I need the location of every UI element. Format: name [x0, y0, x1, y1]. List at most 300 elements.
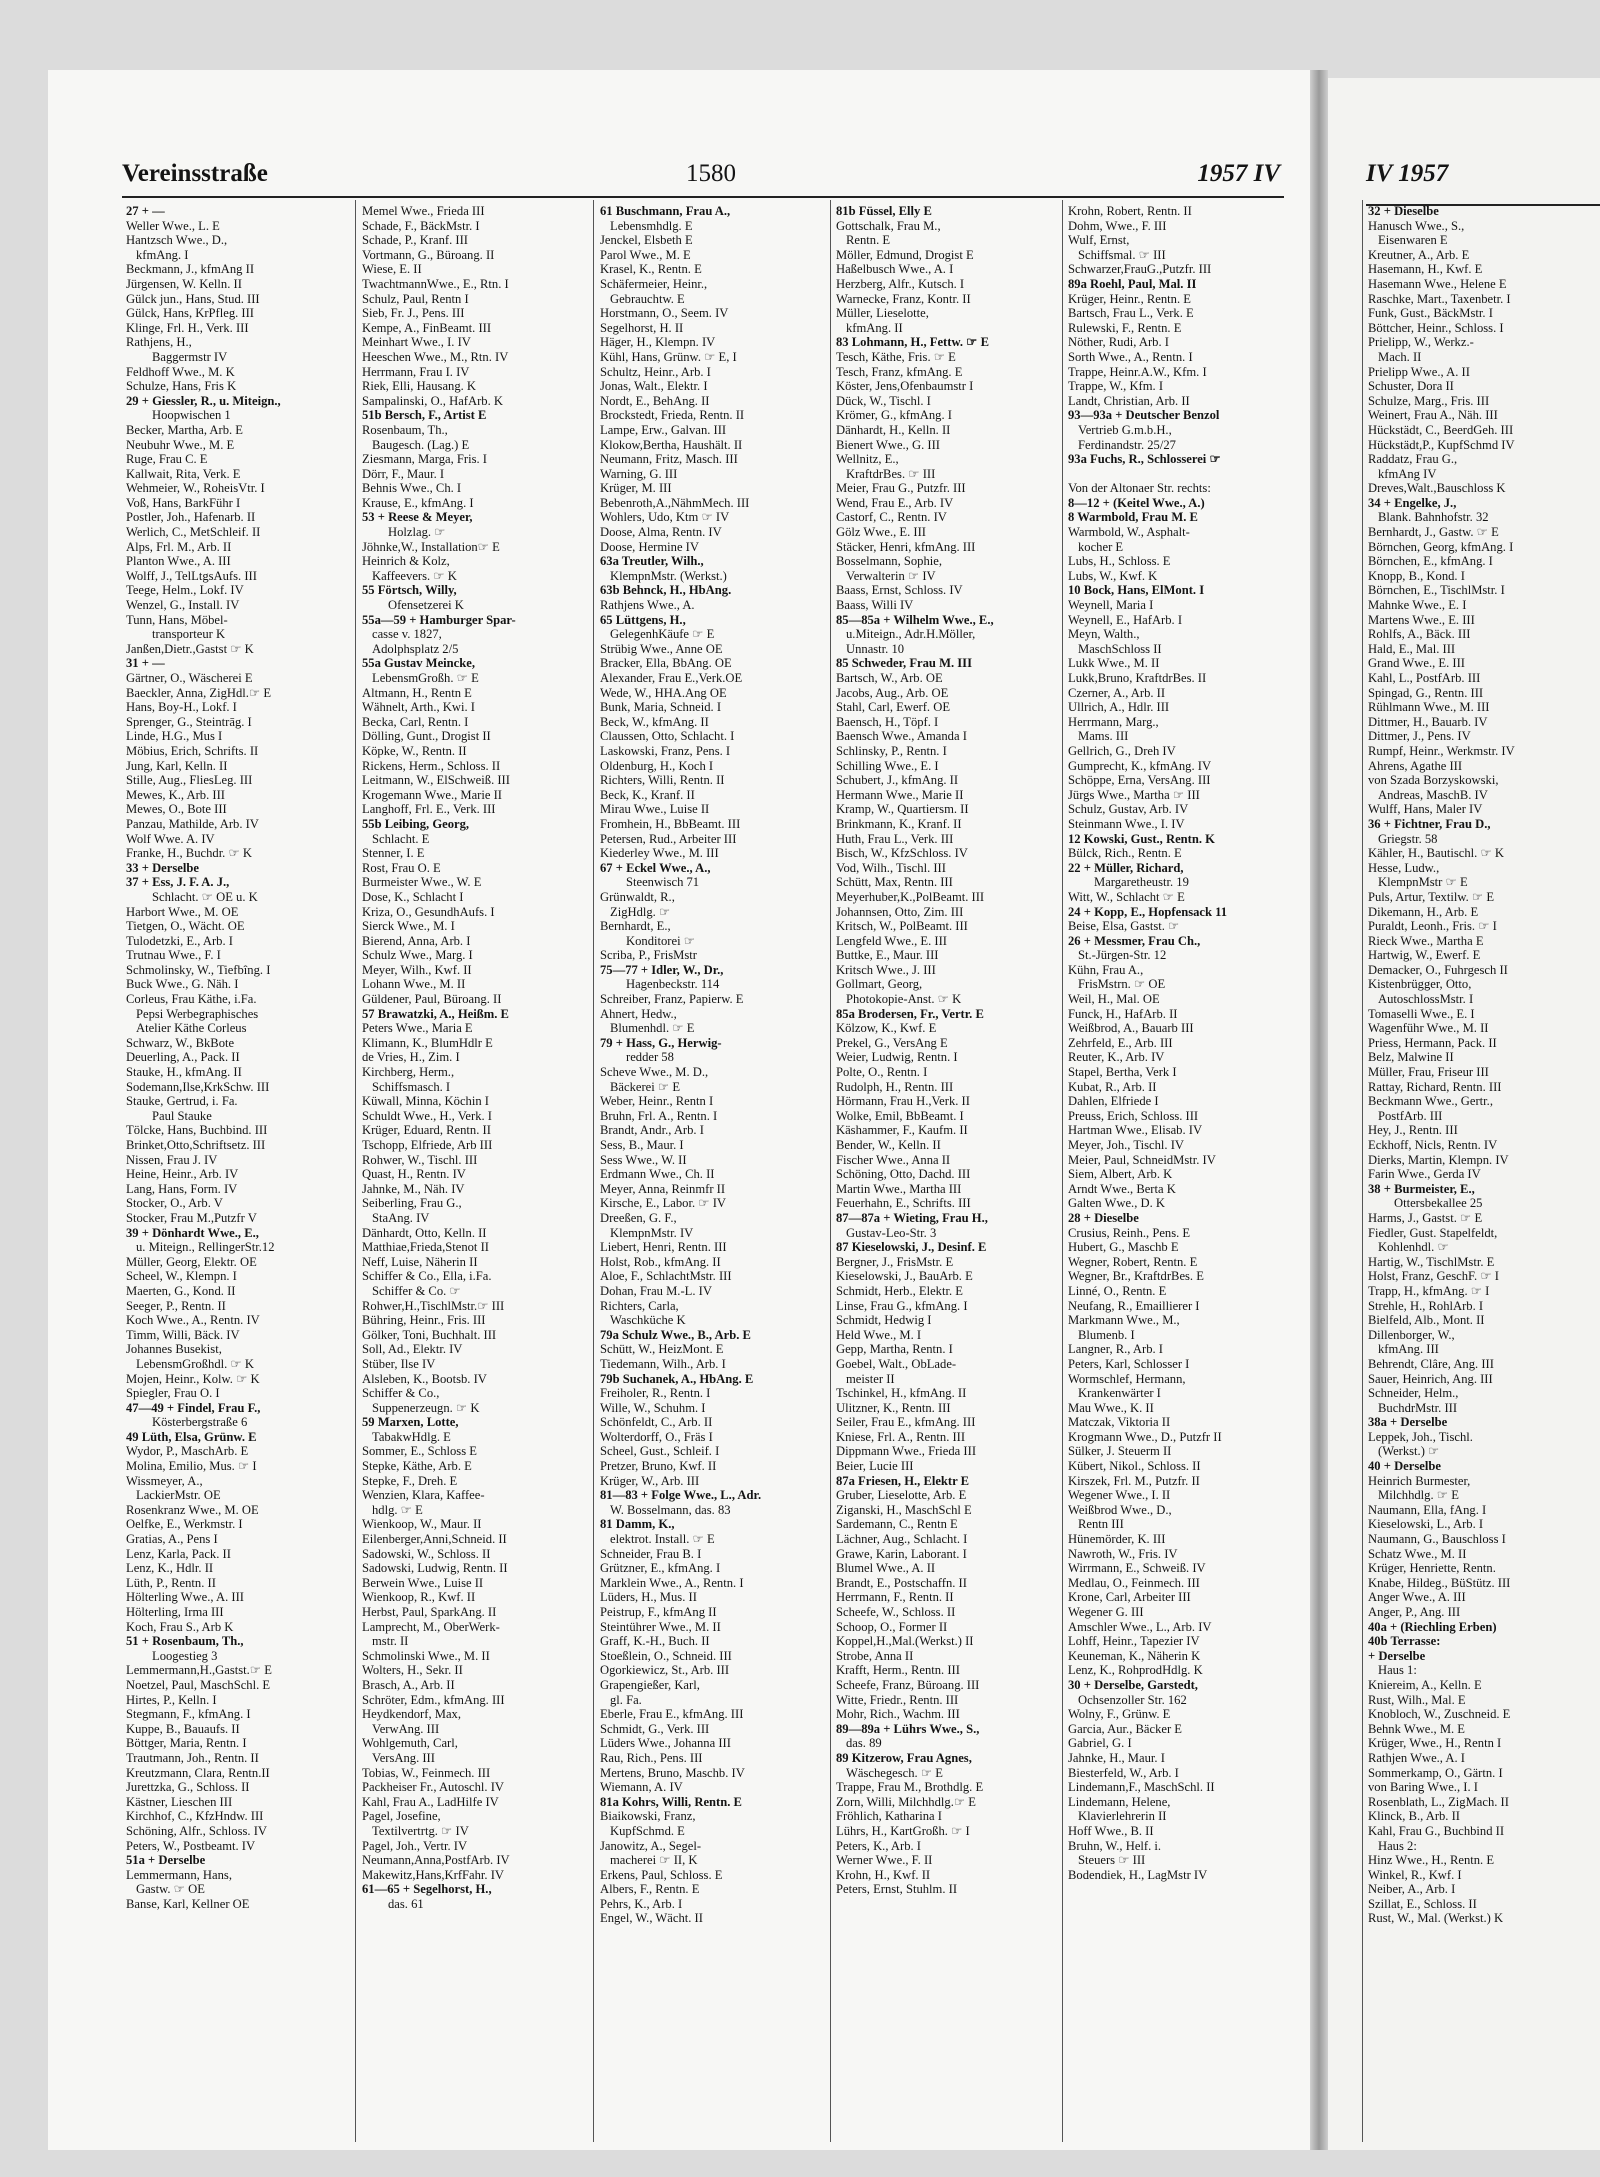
- resident-entry: Heinrich Burmester,: [1368, 1473, 1471, 1488]
- house-number-entry: 32 + Dieselbe: [1368, 204, 1439, 218]
- resident-entry: Feldhoff Wwe., M. K: [126, 364, 235, 379]
- resident-entry: Neumann,Anna,PostfArb. IV: [362, 1853, 510, 1868]
- resident-entry: Bergner, J., FrisMstr. E: [836, 1254, 954, 1269]
- resident-entry: Herbst, Paul, SparkAng. II: [362, 1605, 497, 1619]
- resident-entry: Haus 2:: [1378, 1838, 1417, 1853]
- resident-entry: Raddatz, Frau G.,: [1368, 452, 1458, 467]
- house-number-entry: 39 + Dönhardt Wwe., E.,: [126, 1225, 259, 1240]
- resident-entry: Dippmann Wwe., Frieda III: [836, 1444, 977, 1459]
- resident-entry: Lüth, P., Rentn. II: [126, 1575, 216, 1590]
- resident-entry: hdlg. ☞ E: [372, 1502, 423, 1517]
- resident-entry: Krasel, K., Rentn. E: [600, 262, 702, 277]
- resident-entry: Lemmermann, Hans,: [126, 1867, 232, 1882]
- resident-entry: mstr. II: [372, 1634, 409, 1649]
- resident-entry: Martin Wwe., Martha III: [836, 1181, 962, 1196]
- resident-entry: [1068, 467, 1292, 482]
- house-number-entry: 63b Behnck, H., HbAng.: [600, 583, 732, 598]
- resident-entry: Krafft, Herm., Rentn. III: [836, 1663, 960, 1678]
- house-number-entry: 81b Füssel, Elly E: [836, 204, 932, 218]
- house-number-entry: 83 Lohmann, H., Fettw. ☞ E: [836, 335, 989, 350]
- street-heading: Vereinsstraße: [122, 160, 268, 187]
- resident-entry: Kniereim, A., Kelln. E: [1368, 1677, 1482, 1692]
- resident-entry: Hanusch Wwe., S.,: [1368, 218, 1465, 233]
- resident-entry: Funk, Gust., BäckMstr. I: [1368, 306, 1493, 321]
- resident-entry: Holst, Rob., kfmAng. II: [600, 1254, 721, 1269]
- resident-entry: Koch Wwe., A., Rentn. IV: [126, 1313, 260, 1328]
- resident-entry: Heine, Heinr., Arb. IV: [126, 1167, 239, 1182]
- resident-entry: Prielipp Wwe., A. II: [1368, 364, 1470, 379]
- resident-entry: Mau Wwe., K. II: [1068, 1400, 1154, 1415]
- resident-entry: Bruhn, Frl. A., Rentn. I: [600, 1108, 718, 1123]
- resident-entry: Bierend, Anna, Arb. I: [362, 933, 471, 948]
- resident-entry: Klokow,Bertha, Haushält. II: [600, 437, 743, 452]
- resident-entry: Wagenführ Wwe., M. II: [1368, 1021, 1489, 1036]
- resident-entry: kfmAng. I: [136, 247, 189, 262]
- resident-entry: Baass, Ernst, Schloss. IV: [836, 583, 963, 598]
- resident-entry: Peistrup, F., kfmAng II: [600, 1605, 717, 1619]
- resident-entry: Herrmann, Frau I. IV: [362, 364, 470, 379]
- resident-entry: Schulz, Paul, Rentn I: [362, 291, 469, 306]
- resident-entry: Beckmann, J., kfmAng II: [126, 262, 255, 277]
- resident-entry: Bernhardt, J., Gastw. ☞ E: [1368, 525, 1499, 540]
- house-number-entry: 8—12 + (Keitel Wwe., A.): [1068, 495, 1205, 510]
- house-number-entry: 27 + —: [126, 204, 165, 218]
- resident-entry: Kramp, W., Quartiersm. II: [836, 802, 969, 817]
- resident-entry: Rust, Wilh., Mal. E: [1368, 1692, 1466, 1707]
- house-number-entry: 47—49 + Findel, Frau F.,: [126, 1400, 261, 1415]
- resident-entry: Schiffer & Co.,: [362, 1386, 440, 1401]
- resident-entry: Kirsche, E., Labor. ☞ IV: [600, 1196, 726, 1211]
- resident-entry: KlempnMstr. IV: [610, 1225, 694, 1240]
- resident-entry: Mohr, Rich., Wachm. III: [836, 1707, 960, 1722]
- resident-entry: Rust, W., Mal. (Werkst.) K: [1368, 1911, 1504, 1926]
- resident-entry: Hinz Wwe., H., Rentn. E: [1368, 1853, 1495, 1868]
- resident-entry: Peters, K., Arb. I: [836, 1838, 921, 1853]
- resident-entry: Postler, Joh., Hafenarb. II: [126, 510, 256, 525]
- resident-entry: Tomaselli Wwe., E. I: [1368, 1006, 1475, 1021]
- resident-entry: Trappe, Heinr.A.W., Kfm. I: [1068, 364, 1207, 379]
- resident-entry: Weynell, E., HafArb. I: [1068, 612, 1183, 627]
- resident-entry: Witt, W., Schlacht ☞ E: [1068, 889, 1185, 904]
- resident-entry: Lampe, Erw., Galvan. III: [600, 422, 727, 437]
- resident-entry: Schiffsmasch. I: [372, 1079, 451, 1094]
- resident-entry: Weynell, Maria I: [1068, 598, 1154, 613]
- resident-entry: Seeger, P., Rentn. II: [126, 1298, 226, 1313]
- resident-entry: Ottersbekallee 25: [1394, 1196, 1483, 1211]
- resident-entry: Gülck jun., Hans, Stud. III: [126, 291, 260, 306]
- resident-entry: Seiler, Frau E., kfmAng. III: [836, 1415, 976, 1430]
- resident-entry: Möbius, Erich, Schrifts. II: [126, 743, 259, 758]
- resident-entry: Hermann Wwe., Marie II: [836, 787, 964, 802]
- resident-entry: Banse, Karl, Kellner OE: [126, 1896, 250, 1911]
- resident-entry: Laskowski, Franz, Pens. I: [600, 743, 731, 758]
- resident-entry: Knobloch, W., Zuschneid. E: [1368, 1707, 1511, 1722]
- resident-entry: Rohlfs, A., Bäck. III: [1368, 627, 1471, 642]
- resident-entry: Schuster, Dora II: [1368, 379, 1454, 394]
- resident-entry: Hasemann Wwe., Helene E: [1368, 276, 1507, 291]
- resident-entry: Trutnau Wwe., F. I: [126, 948, 221, 963]
- resident-entry: Sauer, Heinrich, Ang. III: [1368, 1371, 1493, 1386]
- resident-entry: Grützner, E., kfmAng. I: [600, 1561, 721, 1576]
- resident-entry: Panzau, Mathilde, Arb. IV: [126, 816, 259, 831]
- resident-entry: Hasemann, H., Kwf. E: [1368, 262, 1483, 277]
- resident-entry: Gülck, Hans, KrPfleg. III: [126, 306, 255, 321]
- resident-entry: Rudolph, H., Rentn. III: [836, 1079, 954, 1094]
- resident-entry: Wolters, H., Sekr. II: [362, 1663, 463, 1678]
- resident-entry: Sierck Wwe., M. I: [362, 919, 455, 934]
- resident-entry: Blumenhdl. ☞ E: [610, 1021, 695, 1036]
- resident-entry: Suppenerzeugn. ☞ K: [372, 1400, 480, 1415]
- resident-entry: Wegener G. III: [1068, 1605, 1144, 1619]
- resident-entry: Gärtner, O., Wäscherei E: [126, 671, 253, 685]
- directory-column-6: [1368, 204, 1596, 1926]
- resident-entry: Ziganski, H., MaschSchl E: [836, 1502, 972, 1517]
- house-number-entry: 36 + Fichtner, Frau D.,: [1368, 816, 1491, 831]
- resident-entry: Ochsenzoller Str. 162: [1078, 1692, 1187, 1707]
- resident-entry: Warning, G. III: [600, 466, 678, 481]
- resident-entry: Stauke, Gertrud, i. Fa.: [126, 1094, 238, 1109]
- resident-entry: Baensch Wwe., Amanda I: [836, 729, 967, 744]
- resident-entry: Wohlgemuth, Carl,: [362, 1736, 458, 1751]
- resident-entry: Herrmann, F., Rentn. II: [836, 1590, 954, 1605]
- resident-entry: Fischer Wwe., Anna II: [836, 1152, 951, 1167]
- resident-entry: Ziesmann, Marga, Fris. I: [362, 452, 487, 467]
- resident-entry: Tiedemann, Wilh., Arb. I: [600, 1356, 726, 1371]
- resident-entry: Landt, Christian, Arb. II: [1068, 393, 1190, 408]
- resident-entry: Trautmann, Joh., Rentn. II: [126, 1750, 259, 1765]
- resident-entry: Rathjen Wwe., A. I: [1368, 1750, 1465, 1765]
- resident-entry: Krüger, M. III: [600, 481, 672, 496]
- resident-entry: Wenzel, G., Install. IV: [126, 598, 240, 613]
- resident-entry: Vertrieb G.m.b.H.,: [1078, 422, 1172, 437]
- resident-entry: Bodendiek, H., LagMstr IV: [1068, 1867, 1208, 1882]
- house-number-entry: 12 Kowski, Gust., Rentn. K: [1068, 831, 1215, 846]
- directory-column-5: [1068, 204, 1292, 1882]
- resident-entry: Kreutzmann, Clara, Rentn.II: [126, 1765, 270, 1780]
- resident-entry: Biesterfeld, W., Arb. I: [1068, 1765, 1179, 1780]
- resident-entry: von Baring Wwe., I. I: [1368, 1780, 1478, 1795]
- resident-entry: Planton Wwe., A. III: [126, 554, 231, 569]
- resident-entry: Hubert, G., Maschb E: [1068, 1240, 1179, 1255]
- house-number-entry: 61 Buschmann, Frau A.,: [600, 204, 731, 218]
- resident-entry: Deuerling, A., Pack. II: [126, 1050, 240, 1065]
- resident-entry: Wend, Frau E., Arb. IV: [836, 495, 954, 510]
- resident-entry: GelegenhKäufe ☞ E: [610, 627, 715, 642]
- resident-entry: Schade, P., Kranf. III: [362, 233, 468, 248]
- house-number-entry: 79 + Hass, G., Herwig-: [600, 1035, 722, 1050]
- resident-entry: Heeschen Wwe., M., Rtn. IV: [362, 349, 509, 364]
- resident-entry: Krüger, Eduard, Rentn. II: [362, 1123, 491, 1138]
- column-divider: [1362, 200, 1363, 2142]
- resident-entry: Raschke, Mart., Taxenbetr. I: [1368, 291, 1511, 306]
- resident-entry: Sadowski, Ludwig, Rentn. II: [362, 1561, 508, 1576]
- resident-entry: Corleus, Frau Käthe, i.Fa.: [126, 992, 257, 1007]
- resident-entry: Ruge, Frau C. E: [126, 452, 208, 467]
- resident-entry: Schwarzer,FrauG.,Putzfr. III: [1068, 262, 1212, 277]
- resident-entry: Unnastr. 10: [846, 641, 905, 656]
- resident-entry: Krüger, W., Arb. III: [600, 1473, 700, 1488]
- resident-entry: Lenz, K., Hdlr. II: [126, 1561, 214, 1576]
- resident-entry: Warnecke, Franz, Kontr. II: [836, 291, 971, 306]
- resident-entry: Tulodetzki, E., Arb. I: [126, 933, 233, 948]
- resident-entry: Brockstedt, Frieda, Rentn. II: [600, 408, 745, 423]
- page-number: 1580: [686, 160, 736, 187]
- resident-entry: Schmidt, Herb., Elektr. E: [836, 1283, 963, 1298]
- resident-entry: Schulze, Hans, Fris K: [126, 379, 237, 394]
- resident-entry: Mahnke Wwe., E. I: [1368, 598, 1467, 613]
- resident-entry: Lenz, Karla, Pack. II: [126, 1546, 231, 1561]
- resident-entry: LebensmGroßhdl. ☞ K: [136, 1356, 254, 1371]
- resident-entry: Rickens, Herm., Schloss. II: [362, 758, 501, 773]
- resident-entry: Huth, Frau L., Verk. III: [836, 831, 954, 846]
- resident-entry: Kniese, Frl. A., Rentn. III: [836, 1429, 966, 1444]
- resident-entry: LackierMstr. OE: [136, 1488, 221, 1503]
- resident-entry: Wegner, Br., KraftdrBes. E: [1068, 1269, 1204, 1284]
- resident-entry: Rentn. E: [846, 233, 891, 248]
- resident-entry: Mirau Wwe., Luise II: [600, 802, 710, 817]
- house-number-entry: 22 + Müller, Richard,: [1068, 860, 1184, 875]
- resident-entry: Jenckel, Elsbeth E: [600, 233, 693, 248]
- resident-entry: Galten Wwe., D. K: [1068, 1196, 1165, 1211]
- resident-entry: Bender, W., Kelln. II: [836, 1138, 941, 1152]
- resident-entry: ZigHdlg. ☞: [610, 904, 671, 919]
- house-number-entry: 29 + Giessler, R., u. Miteign.,: [126, 393, 281, 408]
- resident-entry: Weißbrod, A., Bauarb III: [1068, 1021, 1194, 1036]
- resident-entry: Jahnke, H., Maur. I: [1068, 1750, 1165, 1765]
- resident-entry: Schlinsky, P., Rentn. I: [836, 743, 947, 758]
- resident-entry: Bebenroth,A.,NähmMech. III: [600, 495, 750, 510]
- resident-entry: Albers, F., Rentn. E: [600, 1882, 700, 1897]
- resident-entry: Margaretheustr. 19: [1094, 875, 1189, 890]
- resident-entry: Aloe, F., SchlachtMstr. III: [600, 1269, 732, 1284]
- resident-entry: de Vries, H., Zim. I: [362, 1050, 460, 1065]
- resident-entry: Ullrich, A., Hdlr. III: [1068, 700, 1170, 715]
- resident-entry: Ulitzner, K., Rentn. III: [836, 1400, 951, 1415]
- resident-entry: Siem, Albert, Arb. K: [1068, 1167, 1173, 1182]
- resident-entry: Hünemörder, K. III: [1068, 1532, 1166, 1547]
- resident-entry: Schoop, O., Former II: [836, 1619, 948, 1634]
- house-number-entry: 55a Gustav Meincke,: [362, 656, 475, 671]
- resident-entry: AutoschlossMstr. I: [1378, 992, 1474, 1007]
- resident-entry: Jöhnke,W., Installation☞ E: [362, 539, 500, 554]
- resident-entry: Krüger, Heinr., Rentn. E: [1068, 291, 1191, 306]
- resident-entry: Eisenwaren E: [1378, 233, 1448, 248]
- resident-entry: Rau, Rich., Pens. III: [600, 1750, 703, 1765]
- resident-entry: Bunk, Maria, Schneid. I: [600, 700, 722, 715]
- house-number-entry: + Derselbe: [1368, 1648, 1426, 1663]
- resident-entry: Molina, Emilio, Mus. ☞ I: [126, 1459, 257, 1474]
- resident-entry: Möller, Edmund, Drogist E: [836, 247, 974, 262]
- resident-entry: Meyer, Wilh., Kwf. II: [362, 962, 472, 977]
- resident-entry: Meyer, Anna, Reinmfr II: [600, 1181, 726, 1196]
- resident-entry: Baugesch. (Lag.) E: [372, 437, 470, 452]
- resident-entry: Bienert Wwe., G. III: [836, 437, 940, 452]
- resident-entry: Lindemann, Helene,: [1068, 1794, 1171, 1809]
- resident-entry: Ahrens, Agathe III: [1368, 758, 1463, 773]
- resident-entry: Gollmart, Georg,: [836, 977, 923, 992]
- resident-entry: Peters, Karl, Schlosser I: [1068, 1356, 1190, 1371]
- resident-entry: Peters, W., Postbeamt. IV: [126, 1838, 256, 1853]
- resident-entry: Gabriel, G. I: [1068, 1736, 1132, 1751]
- resident-entry: Hartig, W., TischlMstr. E: [1368, 1254, 1495, 1269]
- resident-entry: Franke, H., Buchdr. ☞ K: [126, 846, 253, 861]
- resident-entry: Rathjens Wwe., A.: [600, 598, 695, 613]
- resident-entry: Wellnitz, E.,: [836, 452, 899, 467]
- resident-entry: Brasch, A., Arb. II: [362, 1677, 455, 1692]
- resident-entry: casse v. 1827,: [372, 627, 442, 642]
- resident-entry: Lubs, H., Schloss. E: [1068, 554, 1171, 569]
- resident-entry: Schilling Wwe., E. I: [836, 758, 939, 773]
- resident-entry: PostfArb. III: [1378, 1108, 1443, 1123]
- resident-entry: Winkel, R., Kwf. I: [1368, 1867, 1462, 1882]
- resident-entry: Janowitz, A., Segel-: [600, 1838, 702, 1853]
- resident-entry: Ofensetzerei K: [388, 598, 464, 613]
- resident-entry: Atelier Käthe Corleus: [136, 1021, 247, 1036]
- resident-entry: Timm, Willi, Bäck. IV: [126, 1327, 240, 1342]
- resident-entry: Schiffer & Co. ☞: [372, 1283, 461, 1298]
- resident-entry: Schütt, Max, Rentn. III: [836, 875, 953, 890]
- resident-entry: Arndt Wwe., Berta K: [1068, 1181, 1176, 1196]
- resident-entry: Bracker, Ella, BbAng. OE: [600, 656, 732, 671]
- resident-entry: Trappe, W., Kfm. I: [1068, 379, 1164, 394]
- resident-entry: Schulz Wwe., Marg. I: [362, 948, 473, 963]
- resident-entry: Sampalinski, O., HafArb. K: [362, 393, 503, 408]
- resident-entry: macherei ☞ II, K: [610, 1853, 698, 1868]
- resident-entry: Scheefe, W., Schloss. II: [836, 1605, 956, 1619]
- resident-entry: Becka, Carl, Rentn. I: [362, 714, 469, 729]
- resident-entry: Wolny, F., Grünw. E: [1068, 1707, 1171, 1722]
- house-number-entry: 49 Lüth, Elsa, Grünw. E: [126, 1429, 257, 1444]
- resident-entry: Weller Wwe., L. E: [126, 218, 220, 233]
- resident-entry: Klimann, K., BlumHdlr E: [362, 1035, 493, 1050]
- resident-entry: Langhoff, Frl. E., Verk. III: [362, 802, 496, 817]
- house-number-entry: 81 Damm, K.,: [600, 1517, 675, 1532]
- resident-entry: Koppel,H.,Mal.(Werkst.) II: [836, 1634, 974, 1649]
- resident-entry: Becker, Martha, Arb. E: [126, 422, 243, 437]
- resident-entry: Mach. II: [1378, 349, 1422, 364]
- resident-entry: Kühn, Frau A.,: [1068, 962, 1144, 977]
- resident-entry: Zorn, Willi, Milchhdlg.☞ E: [836, 1794, 976, 1809]
- column-divider: [1062, 200, 1063, 2142]
- resident-entry: Sadowski, W., Schloss. II: [362, 1546, 491, 1561]
- resident-entry: Kistenbrügger, Otto,: [1368, 977, 1472, 992]
- resident-entry: das. 61: [388, 1896, 424, 1911]
- resident-entry: Tölcke, Hans, Buchbind. III: [126, 1123, 268, 1138]
- resident-entry: Berwein Wwe., Luise II: [362, 1575, 484, 1590]
- resident-entry: Rumpf, Heinr., Werkmstr. IV: [1368, 743, 1515, 758]
- resident-entry: Steinmann Wwe., I. IV: [1068, 816, 1185, 831]
- resident-entry: Szillat, E., Schloss. II: [1368, 1896, 1477, 1911]
- resident-entry: Klinck, B., Arb. II: [1368, 1809, 1460, 1824]
- resident-entry: Heydkendorf, Max,: [362, 1707, 461, 1722]
- resident-entry: Hagenbeckstr. 114: [626, 977, 720, 992]
- resident-entry: Kaffeevers. ☞ K: [372, 568, 457, 583]
- resident-entry: Keuneman, K., Näherin K: [1068, 1648, 1201, 1663]
- resident-entry: KlempnMstr ☞ E: [1378, 875, 1468, 890]
- resident-entry: Feuerhahn, E., Schrifts. III: [836, 1196, 971, 1211]
- resident-entry: Strübig Wwe., Anne OE: [600, 641, 723, 656]
- resident-entry: Stapel, Bertha, Verk I: [1068, 1065, 1177, 1080]
- resident-entry: Grawe, Karin, Laborant. I: [836, 1546, 967, 1561]
- resident-entry: Castorf, C., Rentn. IV: [836, 510, 947, 525]
- resident-entry: Johannes Busekist,: [126, 1342, 222, 1357]
- resident-entry: Schütt, W., HeizMont. E: [600, 1342, 724, 1357]
- resident-entry: Gottschalk, Frau M.,: [836, 218, 941, 233]
- resident-entry: Nissen, Frau J. IV: [126, 1152, 218, 1167]
- resident-entry: Wiemann, A. IV: [600, 1780, 683, 1795]
- resident-entry: Dänhardt, H., Kelln. II: [836, 422, 951, 437]
- resident-entry: Maerten, G., Kond. II: [126, 1283, 236, 1298]
- resident-entry: Börnchen, Georg, kfmAng. I: [1368, 539, 1514, 554]
- resident-entry: Harms, J., Gastst. ☞ E: [1368, 1210, 1483, 1225]
- resident-entry: Richters, Carla,: [600, 1298, 679, 1313]
- resident-entry: Ahnert, Hedw.,: [600, 1006, 677, 1021]
- resident-entry: Priess, Hermann, Pack. II: [1368, 1035, 1497, 1050]
- resident-entry: Wähnelt, Arth., Kwi. I: [362, 700, 475, 715]
- resident-entry: Kölzow, K., Kwf. E: [836, 1021, 937, 1036]
- house-number-entry: 31 + —: [126, 656, 165, 671]
- resident-entry: Holst, Franz, GeschF. ☞ I: [1368, 1269, 1499, 1284]
- resident-entry: Spiegler, Frau O. I: [126, 1386, 220, 1401]
- resident-entry: Jonas, Walt., Elektr. I: [600, 379, 708, 394]
- resident-entry: Neff, Luise, Näherin II: [362, 1254, 478, 1269]
- resident-entry: Schäfermeier, Heinr.,: [600, 276, 708, 291]
- resident-entry: Kirchberg, Herm.,: [362, 1065, 455, 1080]
- resident-entry: Grand Wwe., E. III: [1368, 656, 1465, 671]
- resident-entry: BuchdrMstr. III: [1378, 1400, 1458, 1415]
- resident-entry: Hölterling Wwe., A. III: [126, 1590, 244, 1605]
- resident-entry: Bosselmann, Sophie,: [836, 554, 942, 569]
- resident-entry: Stoeßlein, O., Schneid. III: [600, 1648, 732, 1663]
- resident-entry: Schultz, Heinr., Arb. I: [600, 364, 711, 379]
- resident-entry: W. Bosselmann, das. 83: [610, 1502, 731, 1517]
- resident-entry: Jung, Karl, Kelln. II: [126, 758, 228, 773]
- resident-entry: Dück, W., Tischl. I: [836, 393, 931, 408]
- resident-entry: Gumprecht, K., kfmAng. IV: [1068, 758, 1212, 773]
- resident-entry: Dillenborger, W.,: [1368, 1327, 1455, 1342]
- resident-entry: Krogemann Wwe., Marie II: [362, 787, 502, 802]
- resident-entry: Preuss, Erich, Schloss. III: [1068, 1108, 1199, 1123]
- house-number-entry: 79a Schulz Wwe., B., Arb. E: [600, 1327, 751, 1342]
- resident-entry: Rost, Frau O. E: [362, 860, 441, 875]
- resident-entry: Bartsch, Frau L., Verk. E: [1068, 306, 1194, 321]
- resident-entry: Wenzien, Klara, Kaffee-: [362, 1488, 485, 1503]
- resident-entry: Liebert, Henri, Rentn. III: [600, 1240, 727, 1255]
- resident-entry: Rohwer,H.,TischlMstr.☞ III: [362, 1298, 505, 1313]
- resident-entry: Lukk,Bruno, KraftdrBes. II: [1068, 671, 1207, 685]
- resident-entry: Graff, K.-H., Buch. II: [600, 1634, 710, 1649]
- resident-entry: Trapp, H., kfmAng. ☞ I: [1368, 1283, 1490, 1298]
- house-number-entry: 85—85a + Wilhelm Wwe., E.,: [836, 612, 994, 627]
- house-number-entry: 85a Brodersen, Fr., Vertr. E: [836, 1006, 984, 1021]
- resident-entry: Hesse, Ludw.,: [1368, 860, 1440, 875]
- resident-entry: Langner, R., Arb. I: [1068, 1342, 1163, 1357]
- resident-entry: Soll, Ad., Elektr. IV: [362, 1342, 463, 1357]
- resident-entry: Pepsi Werbegraphisches: [136, 1006, 259, 1021]
- resident-entry: Wolff, J., TelLtgsAufs. III: [126, 568, 257, 583]
- house-number-entry: 37 + Ess, J. F. A. J.,: [126, 875, 230, 890]
- house-number-entry: 53 + Reese & Meyer,: [362, 510, 473, 525]
- resident-entry: Goebel, Walt., ObLade-: [836, 1356, 957, 1371]
- resident-entry: Schubert, J., kfmAng. II: [836, 773, 959, 788]
- resident-entry: Schatz Wwe., M. II: [1368, 1546, 1467, 1561]
- resident-entry: Kubat, R., Arb. II: [1068, 1079, 1157, 1094]
- resident-entry: Brandt, Andr., Arb. I: [600, 1123, 704, 1138]
- resident-entry: Schulze, Marg., Fris. III: [1368, 393, 1490, 408]
- resident-entry: Polte, O., Rentn. I: [836, 1065, 928, 1080]
- house-number-entry: 38a + Derselbe: [1368, 1415, 1448, 1430]
- resident-entry: Reuter, K., Arb. IV: [1068, 1050, 1165, 1065]
